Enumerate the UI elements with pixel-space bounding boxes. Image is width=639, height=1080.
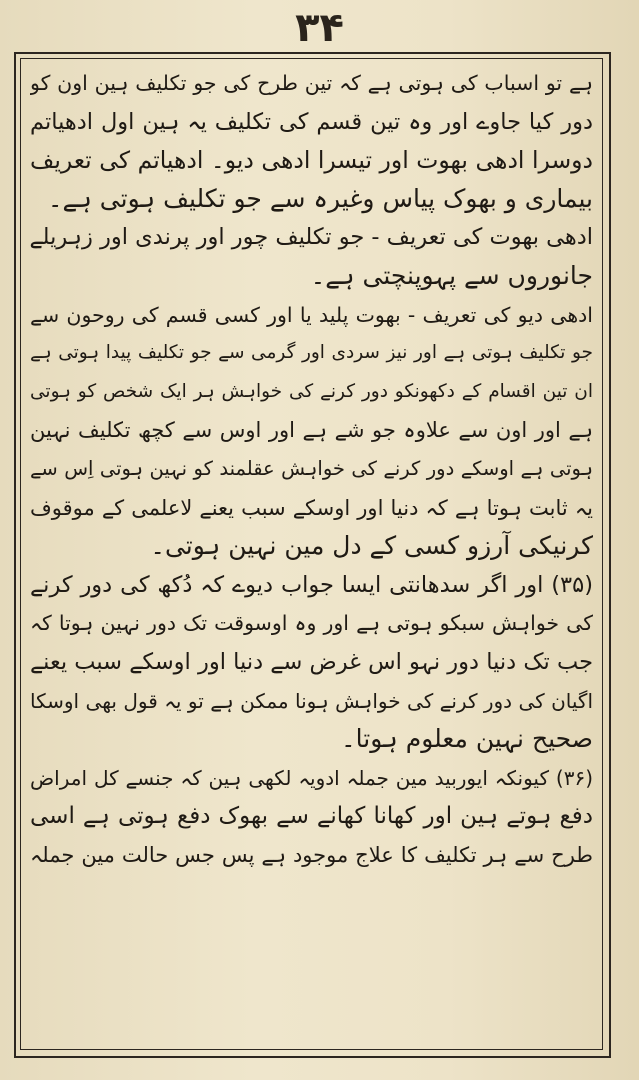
page-number: ۳۴: [295, 5, 344, 51]
text-line: صحیح نہین معلوم ہوتا۔: [341, 724, 593, 754]
text-line: جب تک دنیا دور نہو اس غرض سے دنیا اور اوسکے سبب یعنے: [30, 648, 593, 675]
text-line: جانوروں سے پہوپنچتی ہے۔: [310, 260, 593, 290]
text-line: بیماری و بھوک پیاس وغیرہ سے جو تکلیف ہوتی ہے۔: [47, 183, 593, 213]
text-line: دفع ہوتے ہین اور کھانا کھانے سے بھوک دفع ہوتی ہے اسی: [30, 803, 593, 830]
text-line: دوسرا ادھی بھوت اور تیسرا ادھی دیو۔ ادھیاتم کی تعریف: [30, 146, 593, 175]
text-line: (۳۵) اور اگر سدھانتی ایسا جواب دیوے کہ دُکھ کی دور کرنے: [30, 571, 593, 598]
text-line: ادھی بھوت کی تعریف - جو تکلیف چور اور پرندی اور زہریلے: [30, 224, 593, 251]
text-line: کرنیکی آرزو کسی کے دل مین نہین ہوتی۔: [150, 531, 593, 561]
text-line: طرح سے ہر تکلیف کا علاج موجود ہے پس جس حالت مین جملہ: [30, 842, 593, 867]
text-line: اگیان کی دور کرنے کی خواہش ہونا ممکن ہے تو یہ قول بھی اوسکا: [30, 688, 593, 713]
text-line: ادھی دیو کی تعریف - بھوت پلید یا اور کسی قسم کی روحون سے: [30, 302, 593, 327]
text-line: دور کیا جاوے اور وہ تین قسم کی تکلیف یہ ہین اول ادھیاتم: [30, 108, 593, 135]
body-text: [30, 64, 593, 874]
text-line: ہوتی ہے اوسکے دور کرنے کی خواہش عقلمند کو نہین ہوتی اِس سے: [30, 456, 593, 480]
text-line: ہے تو اسباب کی ہوتی ہے کہ تین طرح کی جو تکلیف ہین اون کو: [30, 71, 593, 95]
text-line: ہے اور اون سے علاوہ جو شے ہے اور اوس سے کچھ تکلیف نہین: [30, 418, 593, 443]
text-line: ان تین اقسام کے دکھونکو دور کرنے کی خواہش ہر ایک شخص کو ہوتی: [30, 380, 593, 402]
text-line: (۳۶) کیونکہ ایوربید مین جملہ ادویہ لکھی ہین کہ جنسے کل امراض: [30, 765, 593, 790]
text-line: جو تکلیف ہوتی ہے اور نیز سردی اور گرمی سے جو تکلیف پیدا ہوتی ہے: [30, 342, 593, 364]
text-line: کی خواہش سبکو ہوتی ہے اور وہ اوسوقت تک دور نہین ہوتا کہ: [30, 611, 593, 636]
text-line: یہ ثابت ہوتا ہے کہ دنیا اور اوسکے سبب یعنے لاعلمی کے موقوف: [30, 495, 593, 520]
